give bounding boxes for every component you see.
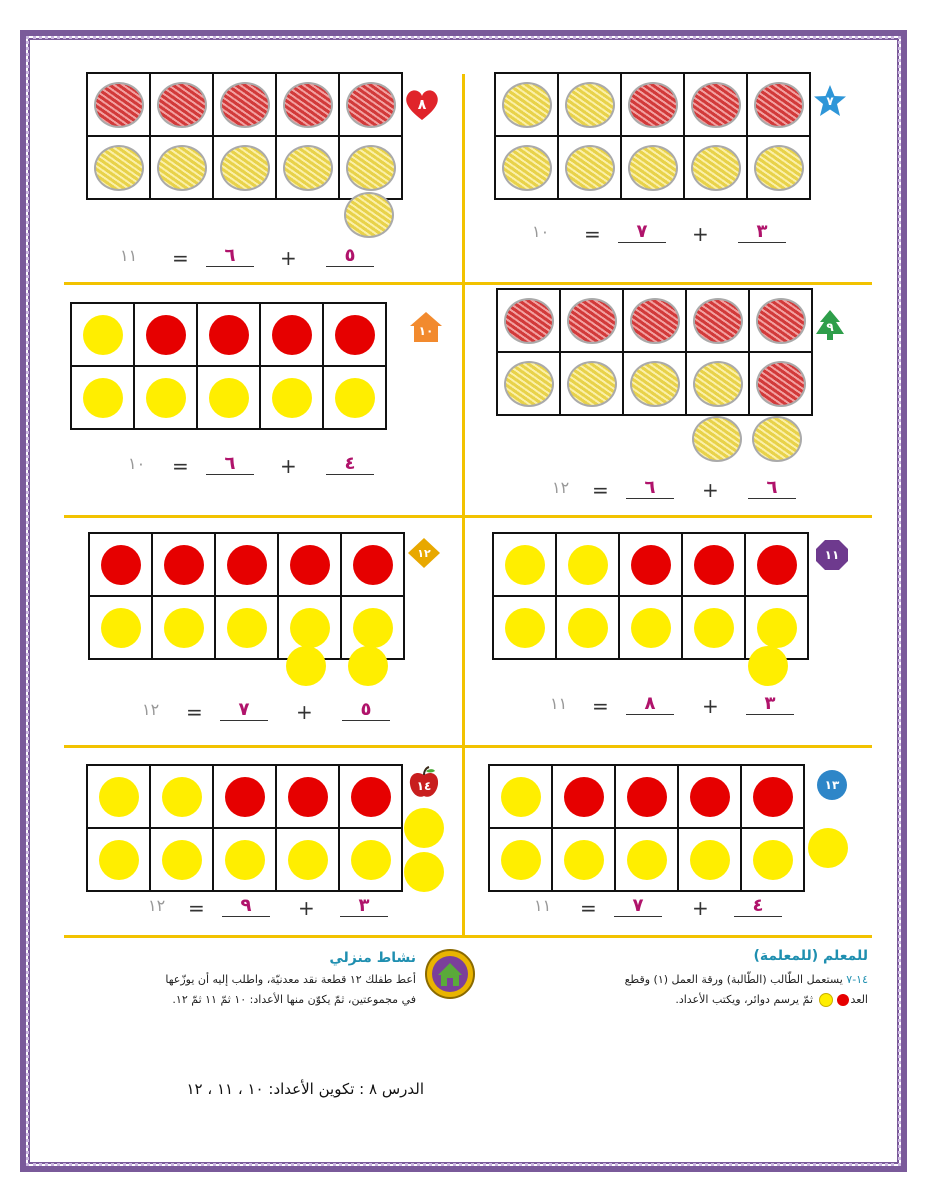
answer-blank: ٦ [206,454,254,475]
answer-blank: ٧ [220,700,268,721]
answer-blank: ٦ [748,478,796,499]
red-counter-icon [837,994,849,1006]
yellow-counter-icon [819,993,833,1007]
star-icon [812,84,848,118]
counter-yellow [164,608,204,648]
problem-number: ٩ [826,320,834,334]
counter-red [757,545,797,585]
divider-row-3 [64,745,872,748]
problem-number: ٨ [417,97,427,113]
counter-yellow [162,840,202,880]
counter-red [756,361,806,407]
counter-yellow [101,608,141,648]
counter-red [94,82,144,128]
counter-red [164,545,204,585]
counter-red [290,545,330,585]
counter-red [564,777,604,817]
ten-frame-9 [496,288,813,416]
extra-counter-yellow [404,808,444,848]
counter-red [272,315,312,355]
counter-red [754,82,804,128]
teacher-note-title: للمعلم (للمعلمة) [753,948,868,964]
counter-yellow [94,145,144,191]
ten-frame-14 [86,764,403,892]
equation-11: ١١ = ٨ + ٣ [550,694,850,720]
answer-blank: ٦ [206,246,254,267]
counter-yellow [504,361,554,407]
home-activity-text: أعط طفلك ١٢ قطعة نقد معدنيّة، واطلب إليه أن يوزّعها في مجموعتين، ثمّ يكوّن منها الأعداد: ١٠ ثمّ ١١ ثمّ ١٢. [165,973,416,1006]
counter-yellow [754,145,804,191]
counter-red [227,545,267,585]
counter-red [351,777,391,817]
problem-number: ٧ [826,94,834,108]
problem-number: ١٢ [417,546,431,560]
diamond-icon [406,536,442,570]
counter-yellow [209,378,249,418]
counter-yellow [693,361,743,407]
answer-blank: ٣ [340,896,388,917]
problem-number: ١٠ [418,324,434,338]
teacher-note-text: ١٤-٧ يستعمل الطّالب (الطّالبة) ورقة العمل (١) وقطع العد ثمّ يرسم دوائر، ويكتب الأعداد. [624,973,868,1006]
counter-red [630,298,680,344]
answer-blank: ٧ [614,896,662,917]
counter-red [694,545,734,585]
circle-icon [814,768,850,802]
counter-yellow [505,608,545,648]
counter-yellow [501,777,541,817]
counter-red [288,777,328,817]
home-activity-icon [424,948,476,1000]
counter-yellow [753,840,793,880]
tree-icon [812,308,848,342]
problem-number: ١١ [824,548,840,562]
ten-frame-12 [88,532,405,660]
counter-yellow [631,608,671,648]
counter-yellow [351,840,391,880]
counter-red [220,82,270,128]
extra-counter-yellow [752,416,802,462]
counter-red [346,82,396,128]
counter-yellow [283,145,333,191]
heart-icon [404,88,440,122]
counter-yellow [335,378,375,418]
equation-8: ١١ = ٦ + ٥ [120,246,420,272]
divider-row-4 [64,935,872,938]
equation-12: ١٢ = ٧ + ٥ [142,700,442,726]
counter-yellow [346,145,396,191]
counter-red [209,315,249,355]
extra-counter-yellow [344,192,394,238]
counter-yellow [225,840,265,880]
counter-red [753,777,793,817]
counter-red [504,298,554,344]
octagon-icon [814,538,850,572]
counter-yellow [505,545,545,585]
lesson-title: الدرس ٨ : تكوين الأعداد: ١٠ ، ١١ ، ١٢ [186,1080,424,1098]
counter-yellow [568,545,608,585]
counter-yellow [628,145,678,191]
counter-yellow [146,378,186,418]
extra-counter-yellow [748,646,788,686]
extra-counter-yellow [692,416,742,462]
answer-blank: ٤ [734,896,782,917]
counter-yellow [565,145,615,191]
counter-red [157,82,207,128]
ten-frame-8 [86,72,403,200]
counter-yellow [220,145,270,191]
counter-red [225,777,265,817]
counter-yellow [227,608,267,648]
equation-13: ١١ = ٧ + ٤ [534,896,834,922]
counter-yellow [502,145,552,191]
counter-red [628,82,678,128]
answer-blank: ٩ [222,896,270,917]
extra-counter-yellow [404,852,444,892]
counter-red [567,298,617,344]
counter-red [101,545,141,585]
counter-yellow [99,777,139,817]
counter-yellow [353,608,393,648]
counter-yellow [83,378,123,418]
counter-yellow [501,840,541,880]
counter-yellow [565,82,615,128]
equation-10: ١٠ = ٦ + ٤ [128,454,428,480]
counter-yellow [99,840,139,880]
counter-yellow [272,378,312,418]
counter-yellow [288,840,328,880]
home-activity-title: نشاط منزلي [329,950,416,966]
answer-blank: ٣ [746,694,794,715]
counter-red [631,545,671,585]
answer-blank: ٥ [342,700,390,721]
apple-icon [406,766,442,800]
extra-counter-yellow [808,828,848,868]
counter-red [691,82,741,128]
problem-number: ١٣ [824,778,840,792]
equation-14: ١٢ = ٩ + ٣ [148,896,448,922]
ten-frame-7 [494,72,811,200]
divider-row-1 [64,282,872,285]
ten-frame-13 [488,764,805,892]
counter-red [353,545,393,585]
answer-blank: ٥ [326,246,374,267]
problem-number: ١٤ [416,779,432,793]
divider-row-2 [64,515,872,518]
counter-red [335,315,375,355]
counter-yellow [694,608,734,648]
answer-blank: ٣ [738,222,786,243]
ten-frame-11 [492,532,809,660]
vertical-divider [462,74,465,936]
ten-frame-10 [70,302,387,430]
counter-yellow [564,840,604,880]
counter-yellow [691,145,741,191]
counter-red [693,298,743,344]
house-icon [408,310,444,344]
counter-red [690,777,730,817]
counter-yellow [162,777,202,817]
counter-yellow [290,608,330,648]
answer-blank: ٤ [326,454,374,475]
counter-yellow [690,840,730,880]
equation-7: ١٠ = ٧ + ٣ [532,222,832,248]
counter-yellow [627,840,667,880]
counter-yellow [630,361,680,407]
extra-counter-yellow [348,646,388,686]
counter-yellow [157,145,207,191]
counter-yellow [568,608,608,648]
counter-yellow [83,315,123,355]
counter-yellow [757,608,797,648]
counter-yellow [567,361,617,407]
counter-red [283,82,333,128]
answer-blank: ٧ [618,222,666,243]
counter-yellow [502,82,552,128]
equation-9: ١٢ = ٦ + ٦ [552,478,852,504]
extra-counter-yellow [286,646,326,686]
counter-red [627,777,667,817]
answer-blank: ٨ [626,694,674,715]
answer-blank: ٦ [626,478,674,499]
counter-red [146,315,186,355]
counter-red [756,298,806,344]
